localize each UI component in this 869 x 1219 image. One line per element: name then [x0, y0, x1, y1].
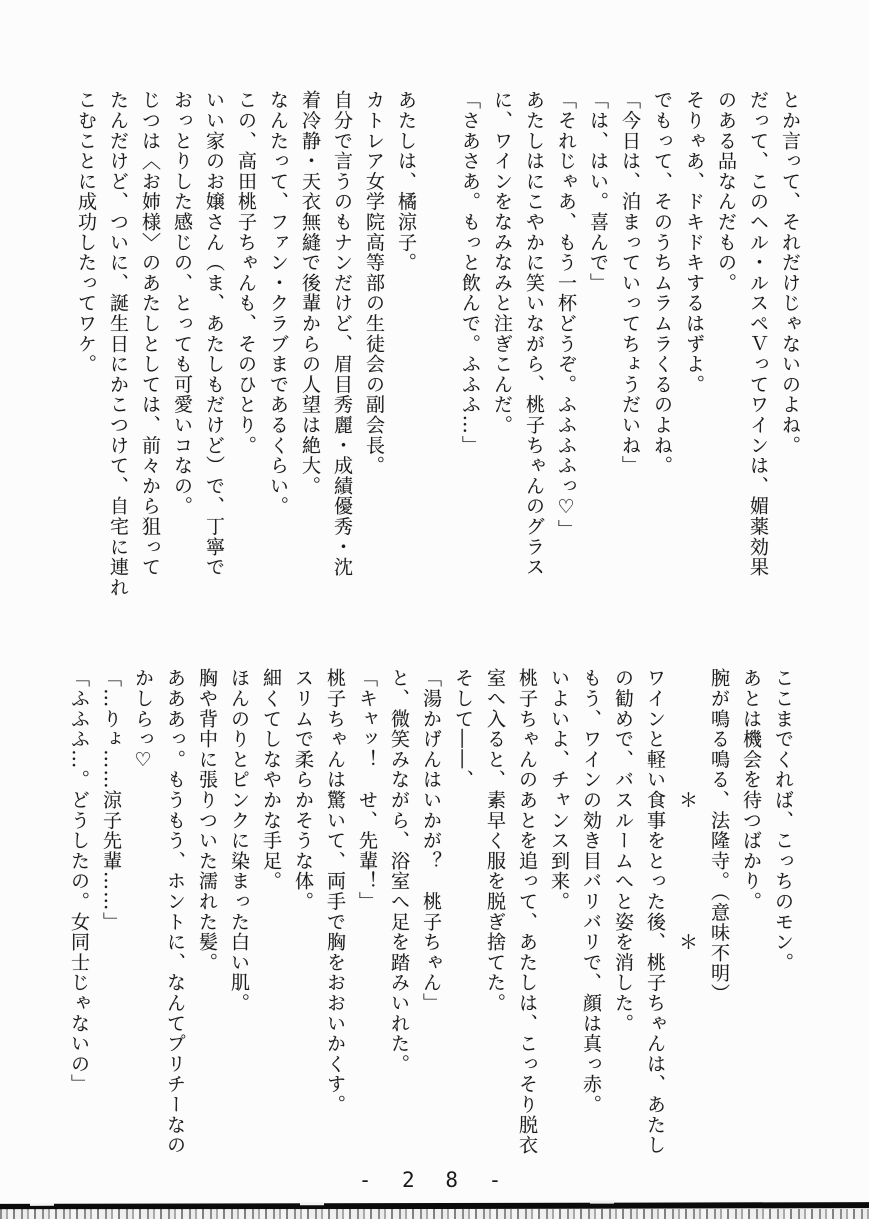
- text-column: じつは〈お姉様〉のあたしとしては、前々から狙って: [139, 90, 161, 578]
- text-column: 「ふふふ…。どうしたの。女同士じゃないの」: [68, 668, 90, 1095]
- text-column: 細くてしなやかな手足。: [260, 668, 282, 892]
- text-column: そりゃあ、ドキドキするはずよ。: [683, 90, 705, 395]
- text-column: あとは機会を待つばかり。: [740, 668, 762, 912]
- text-column: こむことに成功したってワケ。: [75, 90, 97, 375]
- text-column: たんだけど、ついに、誕生日にかこつけて、自宅に連れ: [107, 90, 129, 598]
- text-column: この、高田桃子ちゃんも、そのひとり。: [235, 90, 257, 456]
- text-block-top: [70, 90, 806, 612]
- text-column: 「それじゃあ、もう一杯どうぞ。ふふふふっ♡」: [555, 90, 577, 540]
- text-column: スリムで柔らかそうな体。: [292, 668, 314, 912]
- text-column: 桃子ちゃんは驚いて、両手で胸をおおいかくす。: [324, 668, 346, 1115]
- scan-edge-noise: [0, 1209, 869, 1219]
- text-column: もう、ワインの効き目バリバリで、顔は真っ赤。: [580, 668, 602, 1115]
- text-column: ワインと軽い食事をとった後、桃子ちゃんは、あたし: [644, 668, 666, 1156]
- text-column: あたしは、橘涼子。: [395, 90, 417, 273]
- text-column: でもって、そのうちムラムラくるのよね。: [651, 90, 673, 476]
- scan-bottom-edge: [0, 1202, 869, 1219]
- text-column: 「キャッ！ せ、先輩！」: [356, 668, 378, 912]
- text-column: 胸や背中に張りついた濡れた髪。: [196, 668, 218, 973]
- text-column: の勧めで、バスルームへと姿を消した。: [612, 668, 634, 1034]
- text-column: おっとりした感じの、とっても可愛いコなの。: [171, 90, 193, 517]
- text-column: カトレア女学院高等部の生徒会の副会長。: [363, 90, 385, 476]
- text-column: そして――、: [452, 668, 474, 790]
- page-number: - 2 8 -: [358, 1168, 511, 1192]
- text-column: いよいよ、チャンス到来。: [548, 668, 570, 912]
- text-column: に、ワインをなみなみと注ぎこんだ。: [491, 90, 513, 436]
- text-column: 「今日は、泊まっていってちょうだいね」: [619, 90, 641, 476]
- text-column: あああっ。もうもう、ホントに、なんてプリチーなの: [164, 668, 186, 1156]
- text-column: あたしはにこやかに笑いながら、桃子ちゃんのグラス: [523, 90, 545, 578]
- text-column: 室へ入ると、素早く服を脱ぎ捨てた。: [484, 668, 506, 1014]
- text-column: ほんのりとピンクに染まった白い肌。: [228, 668, 250, 1014]
- text-column: 自分で言うのもナンだけど、眉目秀麗・成績優秀・沈: [331, 90, 353, 578]
- text-column: いい家のお嬢さん（ま、あたしもだけど）で、丁寧で: [203, 90, 225, 578]
- text-column: ＊ ＊: [676, 668, 698, 953]
- text-column: のある品なんだもの。: [715, 90, 737, 293]
- text-column: 腕が鳴る鳴る、法隆寺。（意味不明）: [708, 668, 730, 1004]
- text-column: とか言って、それだけじゃないのよね。: [779, 90, 801, 456]
- text-column: 「…りょ……涼子先輩……」: [100, 668, 122, 932]
- text-column: ここまでくれば、こっちのモン。: [772, 668, 794, 973]
- text-column: 着冷静・天衣無縫で後輩からの人望は絶大。: [299, 90, 321, 496]
- text-column: 「湯かげんはいかが？ 桃子ちゃん」: [420, 668, 442, 1014]
- text-column: かしらっ♡: [132, 668, 154, 773]
- text-column: 「さあさあ。もっと飲んで。ふふふ…」: [459, 90, 481, 456]
- text-column: なんたって、ファン・クラブまであるくらい。: [267, 90, 289, 517]
- text-column: 「は、はい。喜んで」: [587, 90, 609, 293]
- text-block-bottom: [63, 668, 799, 1168]
- text-column: と、微笑みながら、浴室へ足を踏みいれた。: [388, 668, 410, 1074]
- text-column: だって、このヘル・ルスペＶってワインは、媚薬効果: [747, 90, 769, 578]
- text-column: 桃子ちゃんのあとを追って、あたしは、こっそり脱衣: [516, 668, 538, 1156]
- text-column: [422, 90, 454, 612]
